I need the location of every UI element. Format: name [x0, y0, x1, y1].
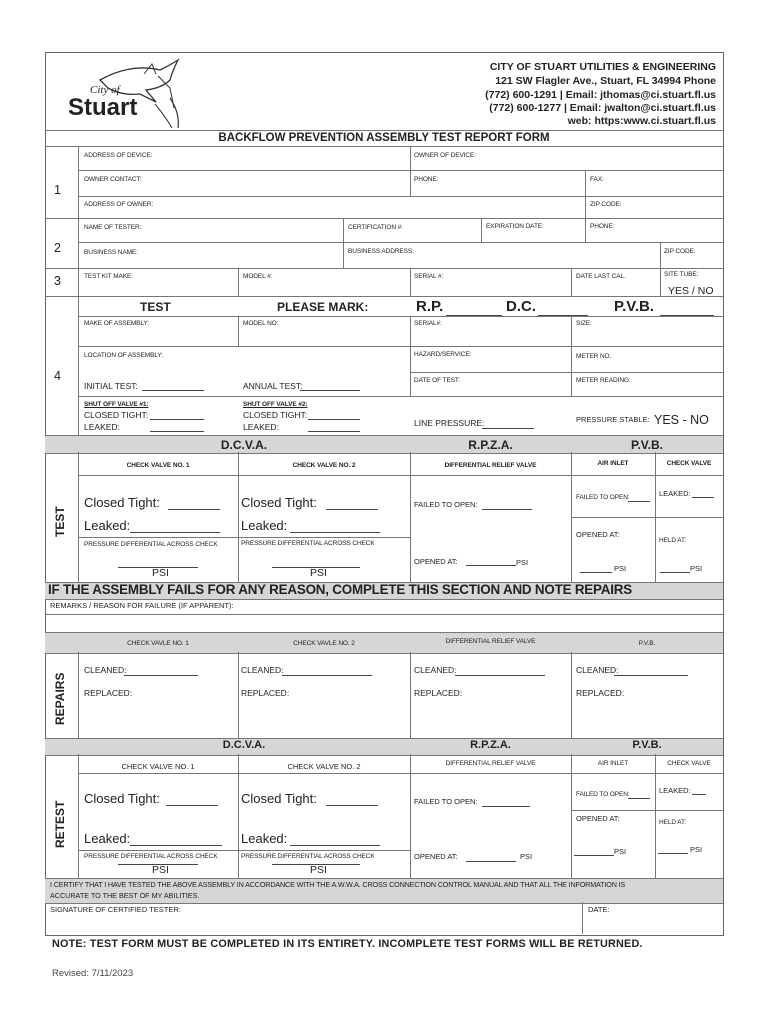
shutoff-valve-2-label: SHUT OFF VALVE #2:: [243, 401, 308, 408]
mark-pvb[interactable]: P.V.B.: [614, 298, 655, 315]
retest-air-inlet-header: AIR INLET: [597, 760, 629, 767]
repairs-cv2-replaced: REPLACED:: [241, 688, 290, 698]
test-cv1-header: CHECK VALVE NO. 1: [126, 462, 190, 469]
phone-label: PHONE:: [414, 176, 439, 183]
kit-model-label: MODEL #:: [243, 273, 273, 280]
retest-side-label: RETEST: [53, 800, 67, 848]
retest-drv-header: DIFFERENTIAL RELIEF VALVE: [445, 760, 536, 767]
org-web: web: https:www.ci.stuart.fl.us: [567, 115, 716, 127]
test-cv1-pressure-diff: PRESSURE DIFFERENTIAL ACROSS CHECK: [84, 541, 218, 548]
test-cv2-header: CHECK VALVE NO. 2: [292, 462, 356, 469]
repairs-drv-cleaned: CLEANED:: [414, 665, 457, 675]
date-of-test-label: DATE OF TEST:: [414, 377, 460, 384]
certify-text-2: ACCURATE TO THE BEST OF MY ABILITIES.: [50, 891, 200, 900]
test-air-inlet-psi: PSI: [614, 564, 627, 573]
line-pressure-label: LINE PRESSURE:: [414, 418, 485, 428]
site-tube-yes-no[interactable]: YES / NO: [668, 285, 714, 297]
fail-heading: IF THE ASSEMBLY FAILS FOR ANY REASON, COMPLETE THIS SECTION AND NOTE REPAIRS: [48, 582, 632, 597]
size-label: SIZE:: [576, 320, 592, 327]
retest-air-inlet-psi: PSI: [614, 847, 627, 856]
tester-phone-label: PHONE:: [590, 223, 615, 230]
location-label: LOCATION OF ASSEMBLY:: [84, 352, 163, 359]
test-pvb-held-at: HELD AT:: [659, 537, 686, 544]
pressure-stable-yes-no[interactable]: YES - NO: [654, 413, 709, 427]
retest-cv1-closed-tight: Closed Tight:: [84, 791, 160, 806]
repairs-cv1-replaced: REPLACED:: [84, 688, 133, 698]
annual-test-label: ANNUAL TEST:: [243, 381, 303, 391]
signature-label: SIGNATURE OF CERTIFIED TESTER:: [50, 905, 181, 914]
owner-contact-label: OWNER CONTACT:: [84, 176, 142, 183]
retest-pvb-failed-open: FAILED TO OPEN:: [576, 791, 630, 798]
expiration-date-label: EXPIRATION DATE:: [486, 223, 544, 230]
rpza-heading: R.P.Z.A.: [468, 438, 513, 452]
repairs-pvb-header: P.V.B.: [638, 640, 656, 647]
test-failed-to-open: FAILED TO OPEN:: [414, 500, 478, 509]
retest-cv2-psi: PSI: [310, 864, 327, 876]
repairs-cv1-header: CHECK VAVLE NO. 1: [127, 640, 189, 647]
date-last-cal-label: DATE LAST CAL.: [576, 273, 626, 280]
test-rpza-psi: PSI: [516, 558, 529, 567]
pressure-stable-label: PRESSURE STABLE:: [576, 415, 650, 424]
certify-text-1: I CERTIFY THAT I HAVE TESTED THE ABOVE ASSEMBLY IN ACCORDANCE WITH THE A.W.W.A. CROSS CONNECTION CONTROL MANUAL AND THAT ALL THE INFORMATION IS: [50, 880, 626, 889]
repairs-pvb-cleaned: CLEANED:: [576, 665, 619, 675]
repairs-cv2-cleaned: CLEANED:: [241, 665, 284, 675]
test-rpza-opened-at: OPENED AT:: [414, 557, 458, 566]
business-address-label: BUSINESS ADDRESS:: [348, 248, 414, 255]
org-name: CITY OF STUART UTILITIES & ENGINEERING: [489, 61, 716, 73]
retest-cv2-pressure-diff: PRESSURE DIFFERENTIAL ACROSS CHECK: [241, 853, 375, 860]
test-pvb-leaked: LEAKED:: [659, 489, 691, 498]
footer-note: NOTE: TEST FORM MUST BE COMPLETED IN ITS ENTIRETY. INCOMPLETE TEST FORMS WILL BE RETURNED.: [52, 938, 643, 950]
site-tube-label: SITE TUBE:: [664, 271, 699, 278]
section-3-number: 3: [54, 274, 61, 288]
address-of-device-label: ADDRESS OF DEVICE:: [84, 152, 153, 159]
test-heading: TEST: [140, 300, 171, 314]
shutoff2-leaked: LEAKED:: [243, 422, 279, 432]
test-drv-header: DIFFERENTIAL RELIEF VALVE: [444, 462, 537, 469]
assembly-serial-label: SERIAL#:: [414, 320, 442, 327]
repairs-pvb-replaced: REPLACED:: [576, 688, 625, 698]
test-cv1-leaked: Leaked:: [84, 518, 131, 533]
please-mark-label: PLEASE MARK:: [277, 300, 369, 314]
mark-rp[interactable]: R.P.: [416, 298, 444, 315]
logo-stuart: Stuart: [68, 94, 138, 121]
retest-cv2-leaked: Leaked:: [241, 831, 288, 846]
section-4-number: 4: [54, 369, 61, 383]
city-logo: [60, 58, 190, 130]
make-of-assembly-label: MAKE OF ASSEMBLY:: [84, 320, 150, 327]
meter-no-label: METER NO.: [576, 353, 612, 360]
test-cv2-psi: PSI: [310, 567, 327, 579]
revised-date: Revised: 7/11/2023: [52, 968, 134, 979]
business-zip-label: ZIP CODE:: [664, 248, 696, 255]
retest-cv1-pressure-diff: PRESSURE DIFFERENTIAL ACROSS CHECK: [84, 853, 218, 860]
test-cv1-closed-tight: Closed Tight:: [84, 495, 160, 510]
retest-pvb-heading: P.V.B.: [632, 739, 662, 751]
address-of-owner-label: ADDRESS OF OWNER:: [84, 201, 154, 208]
certification-label: CERTIFICATION #:: [348, 224, 403, 231]
retest-cv1-psi: PSI: [152, 864, 169, 876]
repairs-cv1-cleaned: CLEANED:: [84, 665, 127, 675]
meter-reading-label: METER READING:: [576, 377, 631, 384]
retest-failed-to-open: FAILED TO OPEN:: [414, 797, 478, 806]
test-air-inlet-header: AIR INLET: [597, 460, 629, 467]
repairs-cv2-header: CHECK VAVLE NO. 2: [293, 640, 355, 647]
test-cv2-leaked: Leaked:: [241, 518, 288, 533]
form-title: BACKFLOW PREVENTION ASSEMBLY TEST REPORT FORM: [218, 132, 550, 144]
retest-cv1-leaked: Leaked:: [84, 831, 131, 846]
kit-serial-label: SERIAL #:: [414, 273, 444, 280]
retest-rpza-psi: PSI: [520, 852, 533, 861]
shutoff1-leaked: LEAKED:: [84, 422, 120, 432]
test-check-valve-header: CHECK VALVE: [666, 460, 712, 467]
test-cv2-closed-tight: Closed Tight:: [241, 495, 317, 510]
zip-code-label: ZIP CODE:: [590, 201, 622, 208]
pvb-heading: P.V.B.: [630, 438, 664, 452]
test-cv1-psi: PSI: [152, 567, 169, 579]
owner-of-device-label: OWNER OF DEVICE:: [414, 152, 476, 159]
model-no-label: MODEL NO:: [243, 320, 279, 327]
repairs-side-label: REPAIRS: [53, 672, 67, 725]
test-check-valve-psi: PSI: [690, 564, 703, 573]
shutoff-valve-1-label: SHUT OFF VALVE #1:: [84, 401, 149, 408]
logo-city-of: City of: [90, 84, 120, 96]
initial-test-label: INITIAL TEST:: [84, 381, 138, 391]
test-cv2-pressure-diff: PRESSURE DIFFERENTIAL ACROSS CHECK: [241, 540, 375, 547]
retest-pvb-leaked: LEAKED:: [659, 786, 691, 795]
retest-check-valve-header: CHECK VALVE: [667, 760, 711, 767]
retest-cv1-header: CHECK VALVE NO. 1: [121, 762, 195, 771]
test-side-label: TEST: [53, 506, 67, 537]
repairs-drv-replaced: REPLACED:: [414, 688, 463, 698]
signature-date-label: DATE:: [588, 905, 610, 914]
test-pvb-failed-open: FAILED TO OPEN:: [576, 494, 630, 501]
repairs-drv-header: DIFFERENTIAL RELIEF VALVE: [445, 638, 536, 645]
org-phone1: (772) 600-1291 | Email: jthomas@ci.stuart.fl.us: [485, 89, 716, 101]
shutoff1-closed-tight: CLOSED TIGHT:: [84, 410, 149, 420]
business-name-label: BUSINESS NAME:: [84, 249, 138, 256]
retest-rpza-heading: R.P.Z.A.: [470, 739, 511, 751]
hazard-service-label: HAZARD/SERVICE:: [414, 351, 472, 358]
org-address: 121 SW Flagler Ave., Stuart, FL 34994 Phone: [495, 75, 716, 87]
retest-pvb-opened-at: OPENED AT:: [576, 814, 620, 823]
section-2-number: 2: [54, 241, 61, 255]
test-pvb-opened-at: OPENED AT:: [576, 530, 620, 539]
retest-rpza-opened-at: OPENED AT:: [414, 852, 458, 861]
fax-label: FAX:: [590, 176, 604, 183]
retest-cv2-closed-tight: Closed Tight:: [241, 791, 317, 806]
mark-dc[interactable]: D.C.: [506, 298, 536, 315]
retest-pvb-held-at: HELD AT:: [659, 819, 686, 826]
retest-dcva-heading: D.C.V.A.: [222, 739, 266, 751]
test-kit-make-label: TEST KIT MAKE:: [84, 273, 133, 280]
dcva-heading: D.C.V.A.: [220, 438, 268, 452]
shutoff2-closed-tight: CLOSED TIGHT:: [243, 410, 308, 420]
section-1-number: 1: [54, 183, 61, 197]
remarks-label: REMARKS / REASON FOR FAILURE (IF APPARENT):: [50, 601, 234, 610]
retest-cv2-header: CHECK VALVE NO. 2: [287, 762, 361, 771]
name-of-tester-label: NAME OF TESTER:: [84, 224, 142, 231]
retest-check-valve-psi: PSI: [690, 845, 703, 854]
org-phone2: (772) 600-1277 | Email: jwalton@ci.stuart.fl.us: [489, 102, 716, 114]
